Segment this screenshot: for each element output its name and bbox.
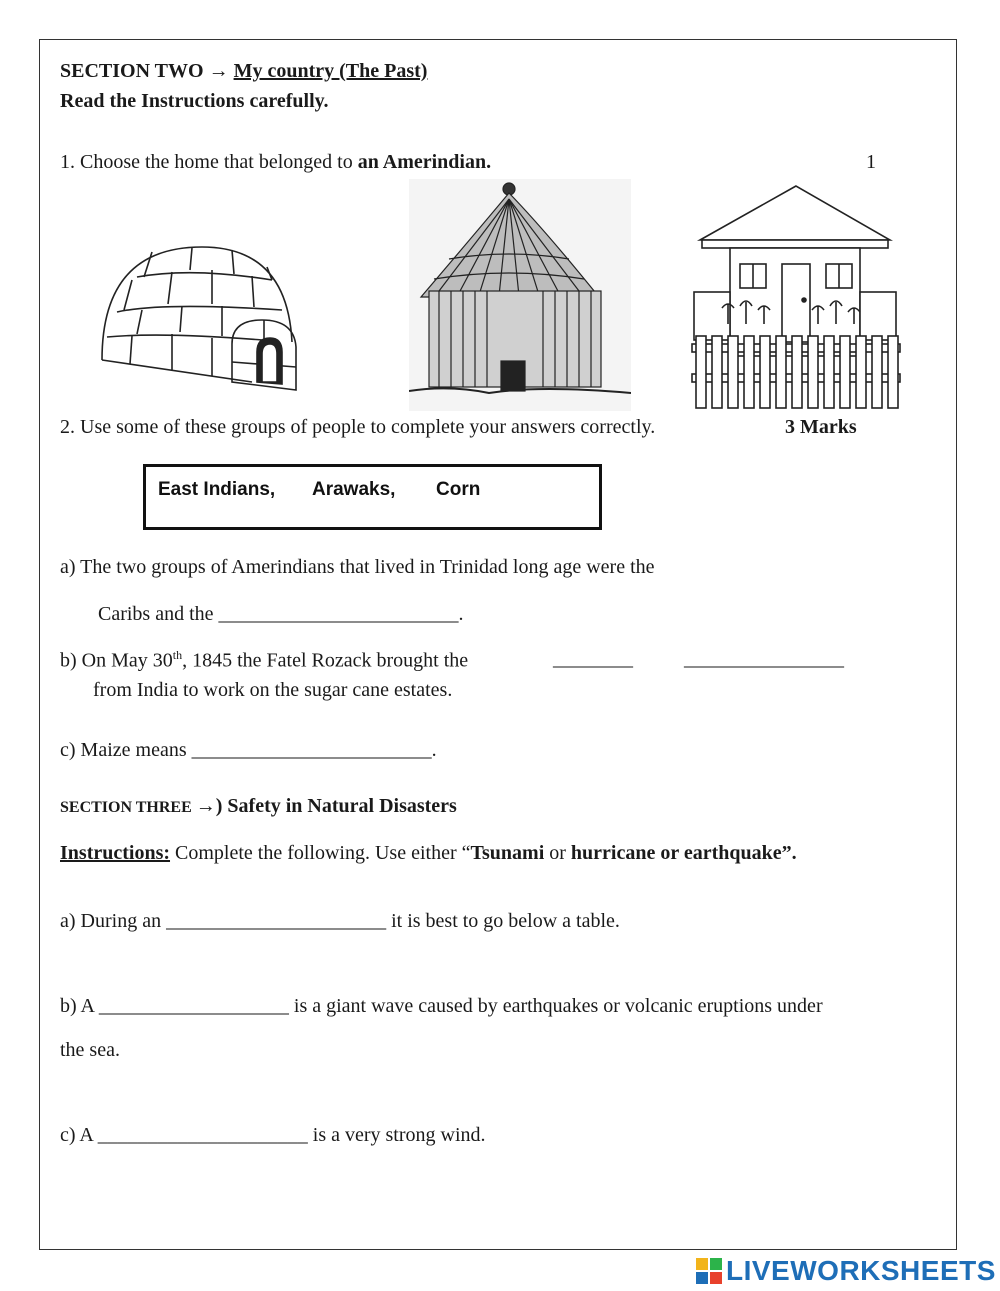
- section-two-label: SECTION TWO: [60, 60, 204, 82]
- question-3b-line2: the sea.: [60, 1039, 120, 1061]
- question-2a-line2[interactable]: Caribs and the ________________________.: [98, 603, 464, 625]
- instructions-label: Instructions:: [60, 842, 171, 864]
- instructions-bold: hurricane or earthquake”.: [570, 842, 797, 864]
- question-2-marks: 3 Marks: [785, 416, 857, 438]
- section-two-heading: [60, 60, 427, 83]
- instructions-text: or: [544, 842, 571, 864]
- question-1-text: 1. Choose the home that belonged to: [60, 151, 358, 173]
- answer-blank[interactable]: ________: [553, 648, 633, 670]
- question-1: [60, 151, 491, 174]
- word-bank-item: Arawaks,: [312, 479, 396, 500]
- liveworksheets-logo[interactable]: [696, 1254, 996, 1288]
- liveworksheets-logo-text: LIVEWORKSHEETS: [726, 1255, 996, 1286]
- word-bank-item: East Indians,: [158, 479, 276, 500]
- modern-house-image[interactable]: [690, 184, 902, 410]
- igloo-image[interactable]: [82, 232, 310, 402]
- section-three-instructions: [60, 842, 797, 865]
- question-2b-superscript: th: [172, 648, 183, 662]
- instructions-line: Read the Instructions carefully.: [60, 90, 329, 112]
- answer-blank[interactable]: ________________: [684, 648, 844, 670]
- instructions-text: Complete the following. Use either “: [170, 842, 471, 864]
- question-2: 2. Use some of these groups of people to complete your answers correctly.: [60, 416, 656, 438]
- section-three-title: ) Safety in Natural Disasters: [215, 795, 457, 817]
- liveworksheets-logo-icon: [696, 1258, 722, 1284]
- question-3a[interactable]: a) During an ______________________ it is best to go below a table.: [60, 910, 620, 932]
- thatched-hut-image[interactable]: [409, 179, 631, 411]
- section-three-heading: [60, 795, 457, 818]
- question-2a-line1: a) The two groups of Amerindians that lived in Trinidad long age were the: [60, 556, 655, 578]
- question-2c[interactable]: c) Maize means ________________________.: [60, 739, 437, 761]
- arrow-icon: →: [208, 60, 229, 82]
- instructions-bold: Tsunami: [470, 842, 545, 864]
- question-2b-line1: [60, 648, 468, 673]
- question-3c[interactable]: c) A _____________________ is a very strong wind.: [60, 1124, 486, 1146]
- section-two-title: My country (The Past): [233, 60, 428, 82]
- arrow-icon: →: [195, 795, 216, 817]
- word-bank-item: Corn: [436, 479, 481, 500]
- question-3b-line1[interactable]: b) A ___________________ is a giant wave caused by earthquakes or volcanic eruptions under: [60, 995, 823, 1017]
- question-2b-line2: from India to work on the sugar cane estates.: [93, 679, 453, 701]
- word-bank-box: [143, 464, 602, 530]
- question-2b-text-2: , 1845 the Fatel Rozack brought the: [182, 649, 469, 672]
- question-2b-text: b) On May 30: [60, 649, 173, 672]
- section-three-label: SECTION THREE: [60, 799, 192, 816]
- question-1-marks: 1: [866, 151, 876, 173]
- question-1-bold: an Amerindian.: [357, 151, 492, 173]
